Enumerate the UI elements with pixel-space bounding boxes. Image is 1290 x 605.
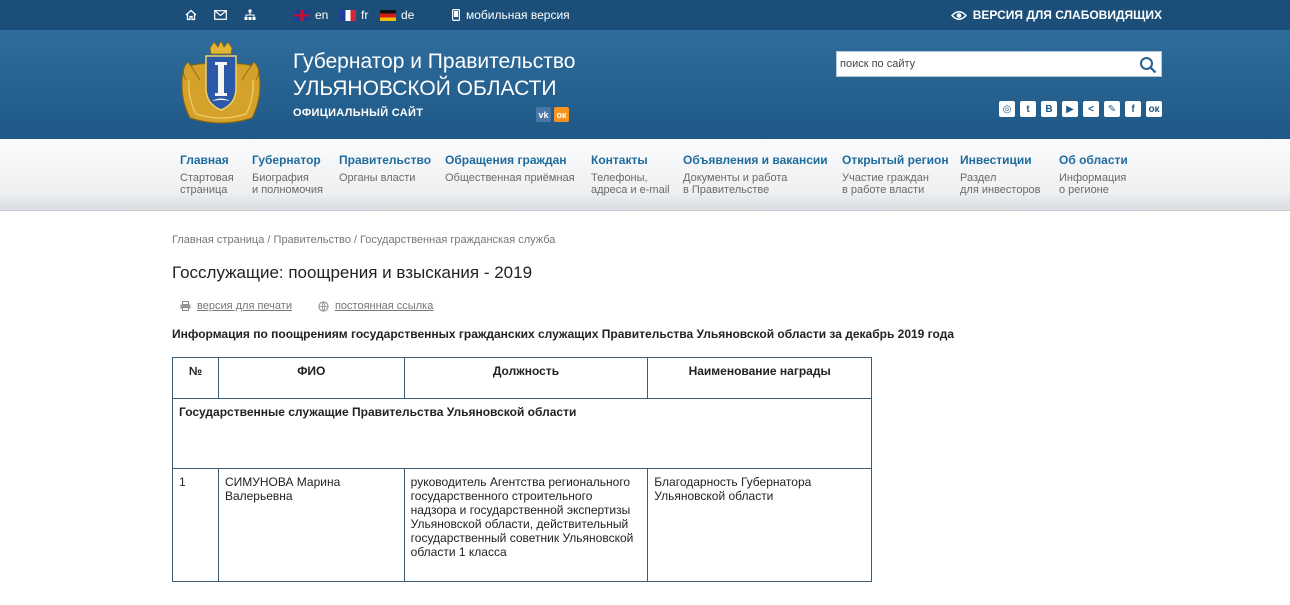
facebook-icon[interactable]: f bbox=[1125, 101, 1141, 117]
column-header-award: Наименование награды bbox=[648, 358, 872, 399]
mobile-version-label: мобильная версия bbox=[466, 8, 570, 22]
home-icon[interactable] bbox=[184, 8, 198, 22]
nav-item-title: Губернатор bbox=[252, 153, 321, 167]
nav-item-desc: Участие граждан в работе власти bbox=[842, 172, 929, 196]
social-links bbox=[999, 101, 1162, 117]
nav-item-government[interactable] bbox=[339, 153, 431, 184]
odnoklassniki-icon[interactable]: ок bbox=[554, 107, 569, 122]
site-subtitle: ОФИЦИАЛЬНЫЙ САЙТ bbox=[293, 107, 424, 119]
top-bar bbox=[0, 0, 1290, 30]
nav-item-title: Об области bbox=[1059, 153, 1128, 167]
table-row bbox=[173, 469, 872, 582]
livejournal-icon[interactable]: ✎ bbox=[1104, 101, 1120, 117]
cell-position: руководитель Агентства регионального государственного строительного надзора и государственной экспертизы Ульяновской области, действительный государственный советник Ульяновской области 1 класса bbox=[404, 469, 648, 582]
main-nav bbox=[0, 139, 1290, 211]
column-header-name: ФИО bbox=[218, 358, 404, 399]
nav-item-desc: Стартовая страница bbox=[180, 172, 234, 196]
youtube-icon[interactable]: ▶ bbox=[1062, 101, 1078, 117]
uk-flag-icon bbox=[294, 10, 310, 21]
nav-item-contacts[interactable] bbox=[591, 153, 670, 196]
lang-en-label: en bbox=[315, 8, 329, 22]
nav-item-title: Главная bbox=[180, 153, 229, 167]
nav-item-desc: Телефоны, адреса и e-mail bbox=[591, 172, 670, 196]
mobile-version-link[interactable] bbox=[452, 8, 570, 22]
nav-item-investments[interactable] bbox=[960, 153, 1041, 196]
nav-item-desc: Документы и работа в Правительстве bbox=[683, 172, 788, 196]
low-vision-link[interactable] bbox=[951, 8, 1162, 22]
header-social-small bbox=[536, 107, 569, 122]
print-version-link[interactable] bbox=[180, 300, 292, 312]
cell-number: 1 bbox=[173, 469, 219, 582]
permalink-label: постоянная ссылка bbox=[334, 300, 434, 312]
phone-icon bbox=[452, 9, 460, 21]
lang-en[interactable] bbox=[294, 8, 328, 22]
lang-de[interactable] bbox=[380, 8, 414, 22]
awards-table bbox=[172, 357, 872, 582]
instagram-icon[interactable]: ◎ bbox=[999, 101, 1015, 117]
vk-icon[interactable]: B bbox=[1041, 101, 1057, 117]
nav-item-desc: Биография и полномочия bbox=[252, 172, 323, 196]
sitemap-icon[interactable] bbox=[243, 8, 257, 22]
nav-item-appeals[interactable] bbox=[445, 153, 575, 184]
eye-icon bbox=[951, 10, 967, 21]
nav-item-desc: Раздел для инвесторов bbox=[960, 172, 1041, 196]
nav-item-title: Правительство bbox=[339, 153, 432, 167]
low-vision-label: ВЕРСИЯ ДЛЯ СЛАБОВИДЯЩИХ bbox=[972, 8, 1162, 22]
site-search bbox=[836, 51, 1162, 77]
breadcrumb-separator: / bbox=[267, 234, 274, 246]
column-header-position: Должность bbox=[404, 358, 648, 399]
nav-item-home[interactable] bbox=[180, 153, 234, 196]
lang-de-label: de bbox=[401, 8, 415, 22]
group-title: Государственные служащие Правительства Ульяновской области bbox=[173, 399, 872, 469]
nav-item-governor[interactable] bbox=[252, 153, 323, 196]
site-title-line1: Губернатор и Правительство bbox=[293, 50, 576, 73]
nav-item-title: Объявления и вакансии bbox=[683, 153, 828, 167]
nav-item-title: Инвестиции bbox=[960, 153, 1032, 167]
search-icon[interactable] bbox=[1139, 56, 1157, 74]
mail-icon[interactable] bbox=[213, 8, 227, 22]
nav-item-desc: Органы власти bbox=[339, 172, 416, 184]
nav-item-announcements[interactable] bbox=[683, 153, 828, 196]
search-input[interactable] bbox=[837, 52, 1127, 76]
site-title-line2: УЛЬЯНОВСКОЙ ОБЛАСТИ bbox=[293, 77, 557, 100]
coat-of-arms-logo[interactable] bbox=[176, 40, 266, 126]
nav-item-title: Контакты bbox=[591, 153, 648, 167]
table-header-row bbox=[173, 358, 872, 399]
nav-item-title: Обращения граждан bbox=[445, 153, 567, 167]
nav-item-open-region[interactable] bbox=[842, 153, 949, 196]
printer-icon bbox=[180, 301, 191, 311]
permalink-link[interactable] bbox=[318, 300, 433, 312]
cell-award: Благодарность Губернатора Ульяновской области bbox=[648, 469, 872, 582]
nav-item-desc: Общественная приёмная bbox=[445, 172, 575, 184]
twitter-icon[interactable]: t bbox=[1020, 101, 1036, 117]
page-title: Госслужащие: поощрения и взыскания - 2019 bbox=[172, 263, 533, 282]
lang-fr-label: fr bbox=[361, 8, 369, 22]
odnoklassniki-icon[interactable]: ок bbox=[1146, 101, 1162, 117]
nav-item-title: Открытый регион bbox=[842, 153, 949, 167]
table-group-row bbox=[173, 399, 872, 469]
site-title[interactable] bbox=[293, 48, 575, 102]
france-flag-icon bbox=[340, 10, 356, 21]
cell-name: СИМУНОВА Марина Валерьевна bbox=[218, 469, 404, 582]
breadcrumb-item[interactable]: Правительство bbox=[273, 234, 351, 246]
lang-fr[interactable] bbox=[340, 8, 368, 22]
vk-icon[interactable]: vk bbox=[536, 107, 551, 122]
globe-link-icon bbox=[318, 301, 329, 312]
breadcrumb-item[interactable]: Главная страница bbox=[172, 234, 265, 246]
breadcrumb-item[interactable]: Государственная гражданская служба bbox=[360, 234, 556, 246]
print-version-label: версия для печати bbox=[197, 300, 292, 312]
site-header bbox=[0, 30, 1290, 139]
intro-text: Информация по поощрениям государственных гражданских служащих Правительства Ульяновской области за декабрь 2019 года bbox=[172, 327, 954, 341]
nav-item-about-region[interactable] bbox=[1059, 153, 1128, 196]
column-header-number: № bbox=[173, 358, 219, 399]
share-icon[interactable]: < bbox=[1083, 101, 1099, 117]
germany-flag-icon bbox=[380, 10, 396, 21]
breadcrumb bbox=[172, 234, 555, 246]
nav-item-desc: Информация о регионе bbox=[1059, 172, 1127, 196]
page-tools bbox=[180, 300, 433, 312]
breadcrumb-separator: / bbox=[353, 234, 361, 246]
